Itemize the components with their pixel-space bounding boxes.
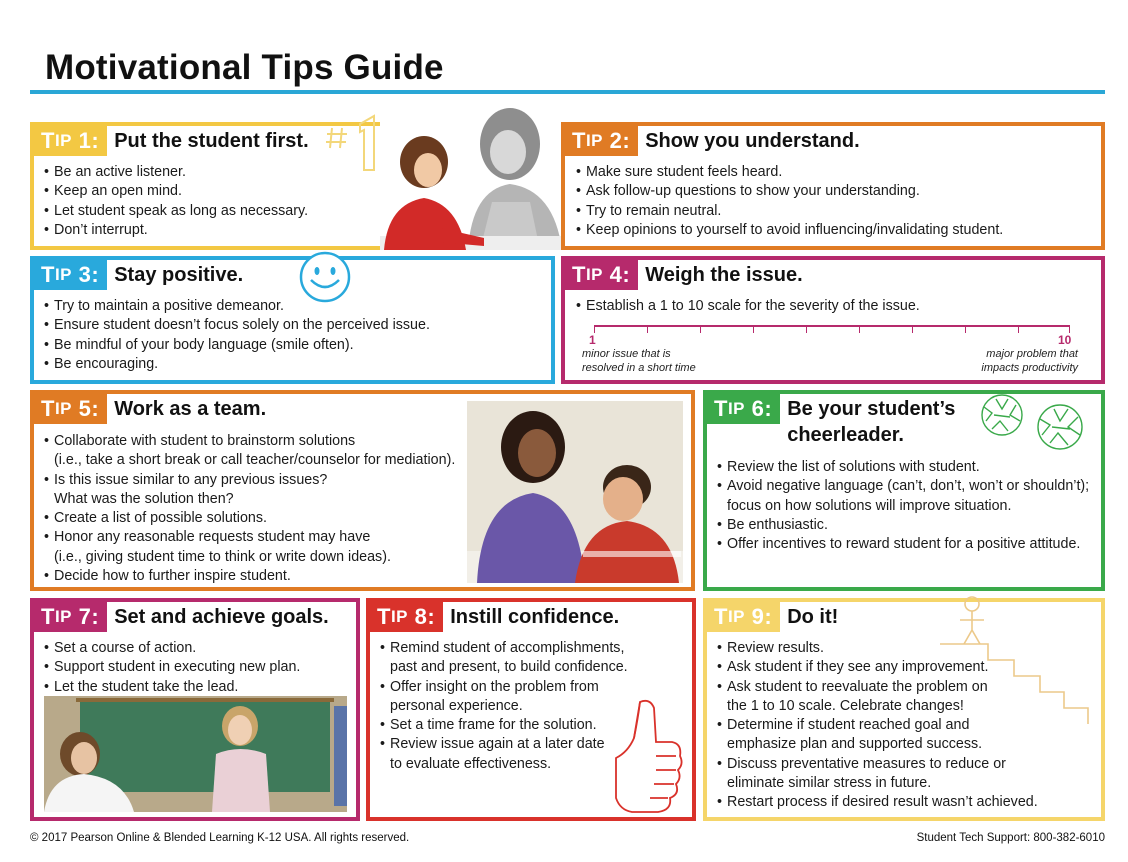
scale-max-caption [958, 347, 1078, 375]
tip-badge-letter: T [377, 604, 391, 629]
scale-tick [700, 325, 701, 333]
list-item: • Ask student if they see any improvement. [717, 658, 1038, 677]
tip-badge-letter: T [41, 396, 55, 421]
list-item: • Don’t interrupt. [44, 221, 308, 240]
scale-tick [647, 325, 648, 333]
bullet-text: Remind student of accomplishments, [390, 640, 625, 656]
list-item: • Decide how to further inspire student. [44, 567, 455, 586]
list-item: • Support student in executing new plan. [44, 658, 300, 677]
list-item: • Review the list of solutions with student. [717, 458, 1089, 477]
tip-badge-letter: T [572, 262, 586, 287]
list-item: • Try to maintain a positive demeanor. [44, 297, 430, 316]
tip-badge-number: 1: [78, 128, 100, 153]
list-item [380, 678, 628, 717]
scale-min-caption [582, 347, 696, 375]
bullet-text: Review issue again at a later date [390, 736, 605, 753]
tip-badge-number: 5: [78, 396, 100, 421]
list-item: • Let student speak as long as necessary. [44, 202, 308, 221]
scale-tick [912, 325, 913, 333]
caption-line: minor issue that is [582, 348, 671, 360]
title-line: cheerleader. [787, 424, 904, 446]
tip-badge-number: 7: [78, 604, 100, 629]
tip-4-badge [565, 260, 638, 290]
tip-3-title: Stay positive. [114, 263, 244, 286]
tip-6-list [717, 458, 1089, 554]
list-item [380, 735, 628, 774]
tip-2-title: Show you understand. [645, 129, 860, 152]
bullet-continuation: What was the solution then? [54, 490, 234, 507]
tip-8-badge [370, 602, 443, 632]
bullet-continuation: (i.e., giving student time to think or write down ideas). [54, 548, 391, 565]
tip-5-title: Work as a team. [114, 397, 267, 420]
tip-4-header [565, 260, 803, 290]
list-item: • Try to remain neutral. [576, 202, 1003, 221]
list-item: • Ensure student doesn’t focus solely on the perceived issue. [44, 316, 430, 335]
list-item: • Be mindful of your body language (smile often). [44, 336, 430, 355]
tip-7-badge [34, 602, 107, 632]
bullet-text: Ask student to reevaluate the problem on [727, 678, 988, 695]
tip-8-list [380, 639, 628, 774]
scale-max-label: 10 [1058, 333, 1072, 347]
title-rule [30, 90, 1105, 94]
bullet-text: Offer insight on the problem from [390, 678, 599, 695]
bullet-continuation: personal experience. [390, 697, 523, 714]
tip-badge-small: IP [54, 131, 73, 150]
tip-3-header [34, 260, 243, 290]
tip-2-badge [565, 126, 638, 156]
tip-badge-small: IP [727, 607, 746, 626]
scale-tick [594, 325, 595, 333]
list-item: • Ask follow-up questions to show your understanding. [576, 182, 1003, 201]
scale-tick [753, 325, 754, 333]
thumbs-up-icon [606, 698, 686, 822]
tip-6-badge [707, 394, 780, 424]
list-item: • Be enthusiastic. [717, 516, 1089, 535]
tip-8-title: Instill confidence. [450, 605, 620, 628]
list-item: • Restart process if desired result wasn’t achieved. [717, 793, 1038, 812]
scale-tick [806, 325, 807, 333]
tip-1-badge [34, 126, 107, 156]
list-item: • Be an active listener. [44, 163, 308, 182]
tip-badge-letter: T [41, 128, 55, 153]
tip-badge-letter: T [714, 604, 728, 629]
footer-support-phone: Student Tech Support: 800-382-6010 [916, 832, 1105, 844]
list-item: • Set a time frame for the solution. [380, 716, 628, 735]
bullet-text: Collaborate with student to brainstorm solutions [54, 433, 356, 449]
tip-5-photo [467, 401, 683, 583]
bullet-continuation: (i.e., take a short break or call teacher/counselor for mediation). [54, 452, 456, 469]
page-title: Motivational Tips Guide [45, 48, 444, 87]
tip-7-list [44, 639, 300, 697]
list-item: • Create a list of possible solutions. [44, 509, 455, 528]
tip-badge-letter: T [41, 604, 55, 629]
scale-tick [1069, 325, 1070, 333]
bullet-text: Determine if student reached goal and [727, 717, 970, 734]
tip-9-header [707, 602, 838, 632]
tip-badge-small: IP [54, 399, 73, 418]
bullet-continuation: past and present, to build confidence. [390, 659, 628, 676]
bullet-text: Honor any reasonable requests student may have [54, 529, 371, 546]
tip-5-list [44, 432, 455, 586]
tip-badge-number: 3: [78, 262, 100, 287]
caption-line: impacts productivity [981, 362, 1078, 374]
tip-5-header [34, 394, 266, 424]
tip-badge-number: 4: [609, 262, 631, 287]
scale-tick [965, 325, 966, 333]
tip-2-header [565, 126, 860, 156]
tip-1-title: Put the student first. [114, 129, 309, 152]
list-item: • Let the student take the lead. [44, 678, 300, 697]
smiley-face-icon [298, 250, 352, 304]
bullet-text: Discuss preventative measures to reduce or [727, 755, 1006, 772]
bullet-continuation: to evaluate effectiveness. [390, 755, 552, 772]
bullet-text: Avoid negative language (can’t, don’t, won’t or shouldn’t); [727, 478, 1090, 495]
tip-badge-number: 2: [609, 128, 631, 153]
tip-4-title: Weigh the issue. [645, 263, 803, 286]
tip-3-panel [30, 256, 555, 384]
tip-1-header [34, 126, 309, 156]
list-item [717, 477, 1089, 516]
list-item: • Be encouraging. [44, 355, 430, 374]
bullet-continuation: emphasize plan and supported success. [727, 736, 983, 753]
title-line: Be your student’s [787, 398, 956, 420]
caption-line: major problem that [986, 348, 1078, 360]
tip-6-title [787, 396, 955, 448]
tip-2-list [576, 163, 1003, 240]
bullet-text: Is this issue similar to any previous issues? [54, 471, 328, 488]
tip-badge-letter: T [714, 396, 728, 421]
tip-9-badge [707, 602, 780, 632]
tip-3-list [44, 297, 430, 374]
tip-6-header [707, 394, 956, 446]
scale-line [594, 325, 1070, 327]
bullet-continuation: the 1 to 10 scale. Celebrate changes! [727, 697, 964, 714]
scale-min-label: 1 [589, 333, 596, 347]
list-item [44, 432, 455, 471]
list-item: • Review results. [717, 639, 1038, 658]
tip-badge-number: 8: [414, 604, 436, 629]
list-item: • Set a course of action. [44, 639, 300, 658]
tip-badge-small: IP [390, 607, 409, 626]
bullet-continuation: eliminate similar stress in future. [727, 775, 932, 792]
tip-3-badge [34, 260, 107, 290]
tip-7-title: Set and achieve goals. [114, 605, 329, 628]
tip-7-header [34, 602, 329, 632]
bullet-continuation: focus on how solutions will improve situation. [727, 497, 1012, 514]
tip-badge-small: IP [54, 265, 73, 284]
list-item: • Establish a 1 to 10 scale for the severity of the issue. [576, 297, 920, 316]
tip-badge-letter: T [572, 128, 586, 153]
list-item: • Offer incentives to reward student for a positive attitude. [717, 535, 1089, 554]
tip-badge-small: IP [727, 399, 746, 418]
tip-1-photo [380, 104, 576, 250]
tip-badge-small: IP [585, 131, 604, 150]
tip-9-title: Do it! [787, 605, 839, 628]
tip-1-list [44, 163, 308, 240]
pom-pom-icon [972, 391, 1092, 457]
list-item [44, 528, 455, 567]
tip-badge-number: 9: [751, 604, 773, 629]
list-item [717, 755, 1038, 794]
scale-tick [859, 325, 860, 333]
tip-badge-letter: T [41, 262, 55, 287]
tip-badge-small: IP [54, 607, 73, 626]
footer-copyright: © 2017 Pearson Online & Blended Learning K-12 USA. All rights reserved. [30, 832, 410, 844]
tip-2-panel [561, 122, 1105, 250]
tip-5-badge [34, 394, 107, 424]
tip-8-header [370, 602, 619, 632]
list-item: • Make sure student feels heard. [576, 163, 1003, 182]
tip-4-list [576, 297, 920, 316]
tip-badge-number: 6: [751, 396, 773, 421]
list-item: • Keep opinions to yourself to avoid influencing/invalidating student. [576, 221, 1003, 240]
list-item [380, 639, 628, 678]
tip-badge-small: IP [585, 265, 604, 284]
tip-7-photo [44, 696, 347, 812]
list-item: • Keep an open mind. [44, 182, 308, 201]
scale-tick [1018, 325, 1019, 333]
stick-figure-stairs-icon [940, 594, 1096, 740]
list-item [44, 471, 455, 510]
caption-line: resolved in a short time [582, 362, 696, 374]
